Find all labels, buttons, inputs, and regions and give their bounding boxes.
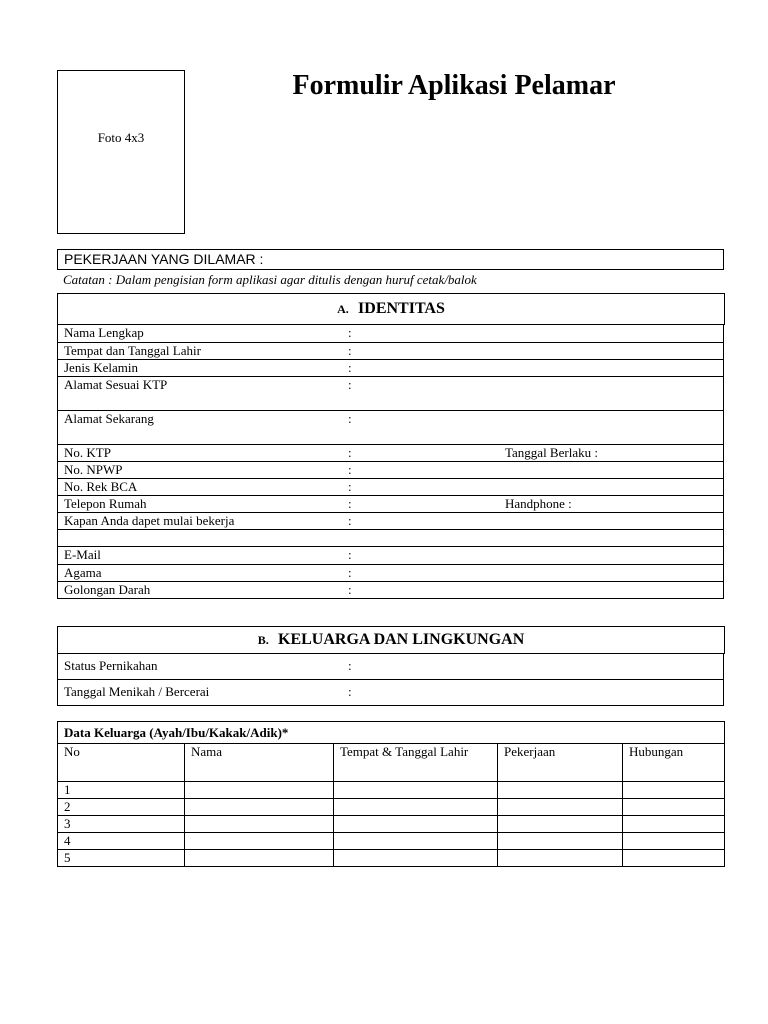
identity-field-label: Telepon Rumah <box>64 496 147 511</box>
family-row-cell[interactable] <box>498 816 623 833</box>
family-row-cell[interactable] <box>623 833 725 850</box>
family-row-cell[interactable] <box>185 833 334 850</box>
family-row-cell[interactable] <box>623 782 725 799</box>
family-row-cell[interactable] <box>334 816 498 833</box>
identity-row[interactable] <box>57 478 724 496</box>
family-row <box>58 850 725 867</box>
col-header-hubungan: Hubungan <box>623 744 725 782</box>
identity-field-label: Tempat dan Tanggal Lahir <box>64 343 201 358</box>
family-env-row[interactable] <box>57 679 724 706</box>
identity-table <box>57 293 725 325</box>
identity-field-colon: : <box>348 377 352 392</box>
identity-field-extra-label: Tanggal Berlaku : <box>505 445 598 460</box>
family-data-title-row <box>58 722 725 744</box>
family-row-cell[interactable] <box>498 782 623 799</box>
identity-field-colon: : <box>348 513 352 528</box>
fill-note: Catatan : Dalam pengisian form aplikasi agar ditulis dengan huruf cetak/balok <box>63 272 477 287</box>
family-row-cell[interactable] <box>334 833 498 850</box>
col-header-ttl: Tempat & Tanggal Lahir <box>334 744 498 782</box>
identity-field-colon: : <box>348 325 352 340</box>
family-row <box>58 816 725 833</box>
identity-row[interactable] <box>57 512 724 530</box>
photo-label: Foto 4x3 <box>97 130 145 145</box>
section-a-letter: A. <box>337 302 349 316</box>
family-rows <box>58 782 725 867</box>
identity-row[interactable] <box>57 564 724 582</box>
family-row <box>58 799 725 816</box>
job-applied-label: PEKERJAAN YANG DILAMAR : <box>64 251 264 267</box>
col-header-nama: Nama <box>185 744 334 782</box>
identity-field-colon: : <box>348 547 352 562</box>
identity-row[interactable] <box>57 359 724 377</box>
identity-field-colon: : <box>348 462 352 477</box>
identity-field-label: Jenis Kelamin <box>64 360 139 375</box>
identity-field-extra-label: Handphone : <box>505 496 572 511</box>
identity-field-colon: : <box>348 582 352 597</box>
identity-field-label: Alamat Sekarang <box>64 411 154 426</box>
identity-row[interactable] <box>57 581 724 599</box>
family-row-number: 5 <box>58 850 185 867</box>
identity-field-label: Agama <box>64 565 102 580</box>
family-data-title: Data Keluarga (Ayah/Ibu/Kakak/Adik)* <box>58 722 725 744</box>
family-data-table <box>57 721 725 867</box>
identity-row[interactable] <box>57 342 724 360</box>
identity-field-colon: : <box>348 343 352 358</box>
identity-field-label: Kapan Anda dapet mulai bekerja <box>64 513 235 528</box>
identity-field-label: No. KTP <box>64 445 111 460</box>
family-row-number: 2 <box>58 799 185 816</box>
identity-row[interactable] <box>57 444 724 462</box>
identity-field-label: Alamat Sesuai KTP <box>64 377 168 392</box>
identity-field-colon: : <box>348 496 352 511</box>
family-env-field-label: Tanggal Menikah / Bercerai <box>64 684 210 699</box>
identity-header <box>58 294 725 325</box>
family-env-field-colon: : <box>348 684 352 699</box>
family-row-cell[interactable] <box>623 816 725 833</box>
section-b-letter: B. <box>257 633 269 647</box>
family-env-field-colon: : <box>348 658 352 673</box>
identity-field-label: Golongan Darah <box>64 582 151 597</box>
family-row-cell[interactable] <box>185 850 334 867</box>
family-row-cell[interactable] <box>334 850 498 867</box>
family-row-cell[interactable] <box>498 799 623 816</box>
family-row <box>58 782 725 799</box>
identity-row[interactable] <box>57 546 724 565</box>
col-header-no: No <box>58 744 185 782</box>
identity-row[interactable] <box>57 324 724 343</box>
identity-field-colon: : <box>348 360 352 375</box>
identity-row[interactable] <box>57 495 724 513</box>
photo-box <box>57 70 185 234</box>
family-env-table <box>57 626 725 654</box>
family-row-cell[interactable] <box>623 850 725 867</box>
family-row <box>58 833 725 850</box>
family-row-cell[interactable] <box>334 782 498 799</box>
identity-field-label: Nama Lengkap <box>64 325 144 340</box>
family-row-cell[interactable] <box>498 850 623 867</box>
family-row-cell[interactable] <box>334 799 498 816</box>
family-env-field-label: Status Pernikahan <box>64 658 158 673</box>
family-row-number: 3 <box>58 816 185 833</box>
identity-row[interactable] <box>57 376 724 411</box>
section-b-title: KELUARGA DAN LINGKUNGAN <box>278 631 525 648</box>
family-row-cell[interactable] <box>498 833 623 850</box>
identity-field-colon: : <box>348 479 352 494</box>
identity-row[interactable] <box>57 529 724 547</box>
family-row-number: 1 <box>58 782 185 799</box>
family-env-row[interactable] <box>57 653 724 680</box>
identity-row[interactable] <box>57 461 724 479</box>
identity-field-label: No. NPWP <box>64 462 123 477</box>
page-title: Formulir Aplikasi Pelamar <box>292 70 616 101</box>
identity-field-colon: : <box>348 445 352 460</box>
family-row-cell[interactable] <box>185 799 334 816</box>
section-a-title: IDENTITAS <box>358 300 445 317</box>
family-row-cell[interactable] <box>623 799 725 816</box>
identity-field-label: No. Rek BCA <box>64 479 138 494</box>
family-env-header <box>58 627 725 654</box>
identity-field-label: E-Mail <box>64 547 101 562</box>
family-row-cell[interactable] <box>185 816 334 833</box>
identity-field-colon: : <box>348 411 352 426</box>
family-row-number: 4 <box>58 833 185 850</box>
family-header-row <box>58 744 725 782</box>
job-applied-field[interactable] <box>57 249 724 270</box>
identity-row[interactable] <box>57 410 724 445</box>
family-row-cell[interactable] <box>185 782 334 799</box>
identity-field-colon: : <box>348 565 352 580</box>
col-header-pekerjaan: Pekerjaan <box>498 744 623 782</box>
